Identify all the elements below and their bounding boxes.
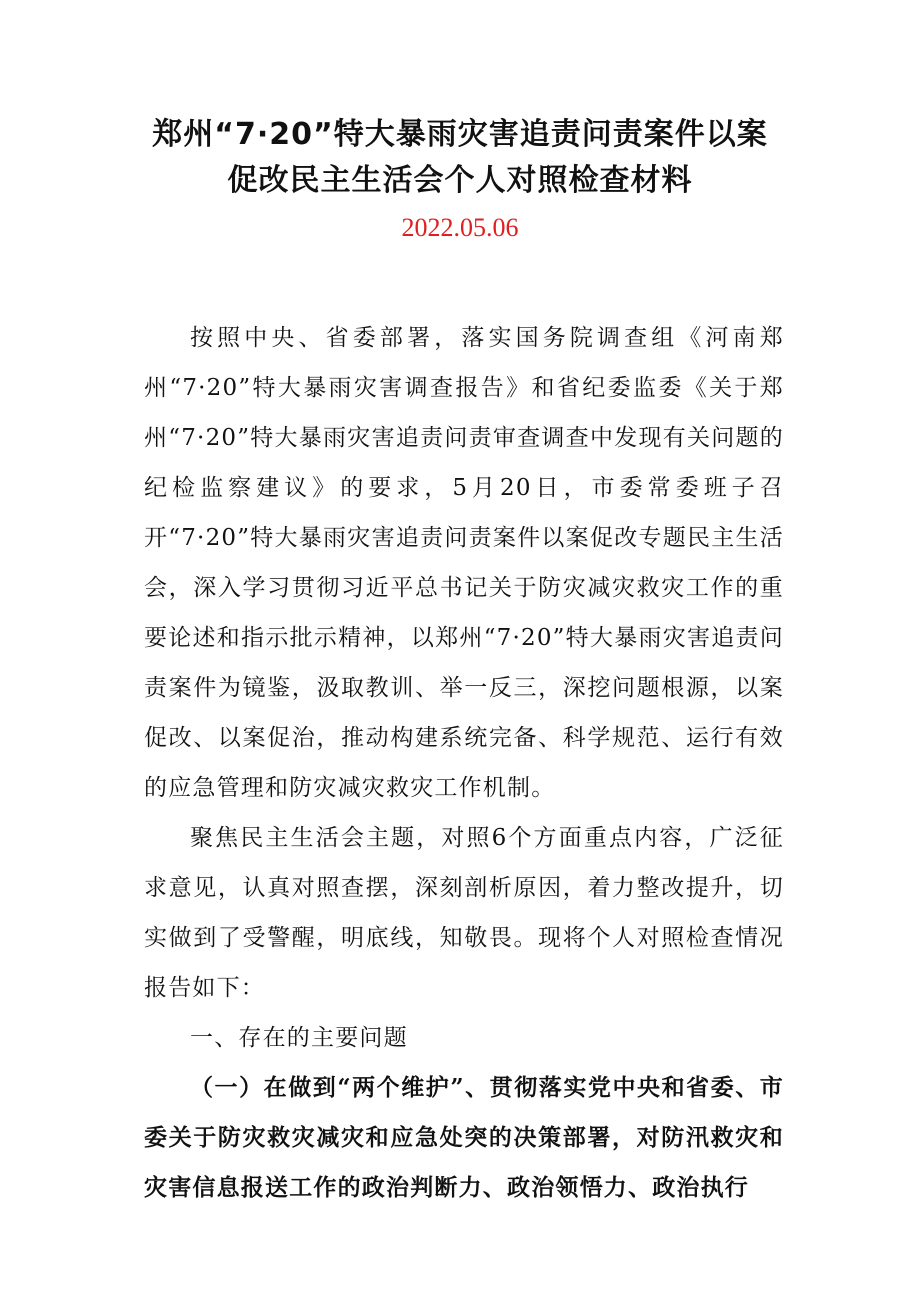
- title-block: [0, 112, 920, 246]
- subsection-heading-1: （一）在做到“两个维护”、贯彻落实党中央和省委、市委关于防灾救灾减灾和应急处突的决策部署，对防汛救灾和灾害信息报送工作的政治判断力、政治领悟力、政治执行: [144, 1074, 784, 1201]
- paragraph-intro: 按照中央、省委部署，落实国务院调查组《河南郑州“7·20”特大暴雨灾害调查报告》和省纪委监委《关于郑州“7·20”特大暴雨灾害追责问责审查调查中发现有关问题的纪检监察建议》的要求，5月20日，市委常委班子召开“7·20”特大暴雨灾害追责问责案件以案促改专题民主生活会，深入学习贯彻习近平总书记关于防灾减灾救灾工作的重要论述和指示批示精神，以郑州“7·20”特大暴雨灾害追责问责案件为镜鉴，汲取教训、举一反三，深挖问题根源，以案促改、以案促治，推动构建系统完备、科学规范、运行有效的应急管理和防灾减灾救灾工作机制。: [144, 325, 784, 801]
- document-title-line-2: 促改民主生活会个人对照检查材料: [227, 163, 693, 198]
- document-title-line-1: 郑州“7·20”特大暴雨灾害追责问责案件以案: [152, 117, 768, 152]
- paragraph-focus: 聚焦民主生活会主题，对照6个方面重点内容，广泛征求意见，认真对照查摆，深刻剖析原因，着力整改提升，切实做到了受警醒，明底线，知敬畏。现将个人对照检查情况报告如下：: [144, 825, 784, 1001]
- document-date: 2022.05.06: [401, 213, 519, 242]
- document-body: [144, 313, 784, 1213]
- section-heading-main-problems: 一、存在的主要问题: [190, 1025, 408, 1051]
